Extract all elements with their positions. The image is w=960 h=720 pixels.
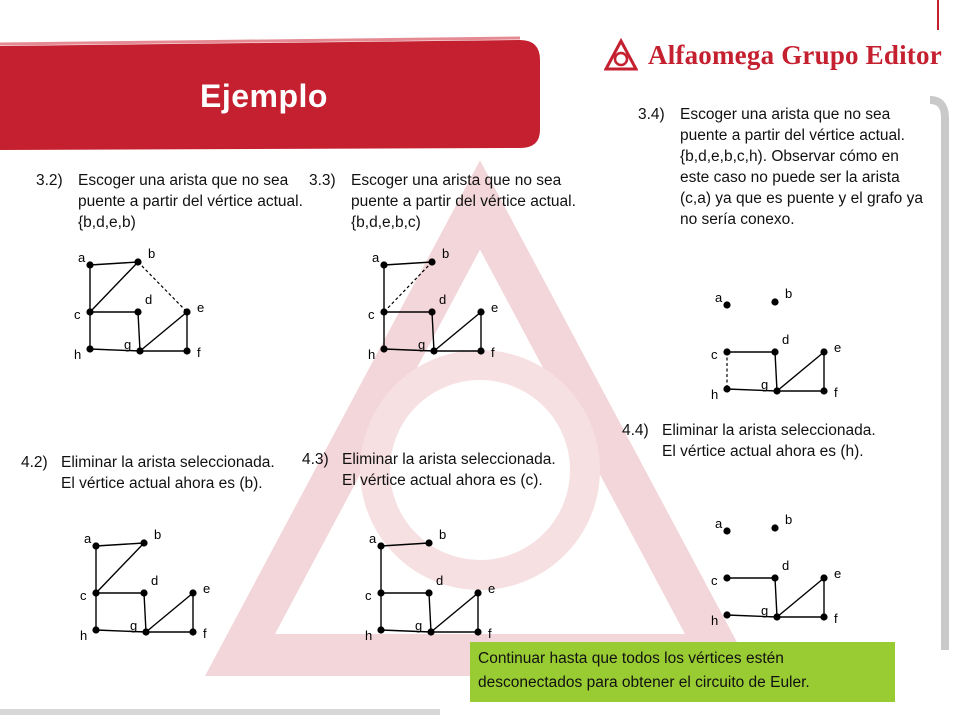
graph-step-4-3 — [361, 526, 501, 641]
vertex-a — [86, 261, 93, 268]
graph-step-4-2 — [76, 526, 216, 641]
vertex-label-e: e — [834, 566, 842, 581]
vertex-label-h: h — [74, 347, 82, 362]
vertex-label-f: f — [203, 626, 207, 641]
vertex-a — [377, 542, 384, 549]
vertex-g — [142, 628, 149, 635]
vertex-d — [771, 348, 778, 355]
vertex-label-a: a — [369, 531, 377, 546]
vertex-label-h: h — [368, 347, 376, 362]
edge-g-e — [140, 312, 187, 351]
step-4-4 — [622, 420, 892, 462]
graph-step-3-2 — [70, 245, 210, 360]
vertex-label-g: g — [761, 603, 769, 618]
vertex-label-a: a — [715, 290, 723, 305]
edge-g-e — [146, 593, 193, 632]
vertex-label-c: c — [80, 588, 87, 603]
vertex-label-c: c — [368, 307, 375, 322]
vertex-e — [189, 589, 196, 596]
vertex-label-c: c — [711, 347, 718, 362]
brand — [604, 38, 942, 72]
vertex-label-f: f — [488, 626, 492, 641]
step-text: Eliminar la arista seleccionada. El vértice actual ahora es (h). — [662, 422, 876, 460]
step-number: 3.3) — [309, 172, 336, 189]
edge-c-b — [90, 262, 138, 312]
edge-c-b — [96, 543, 144, 593]
edge-h-g — [727, 615, 777, 617]
edge-g-d — [775, 352, 777, 391]
vertex-label-d: d — [439, 292, 447, 307]
vertex-b — [428, 258, 435, 265]
vertex-f — [189, 628, 196, 635]
edge-a-b — [96, 543, 144, 546]
vertex-label-g: g — [130, 618, 138, 633]
vertex-label-b: b — [785, 286, 793, 301]
vertex-label-a: a — [372, 250, 380, 265]
vertex-f — [820, 387, 827, 394]
edge-g-d — [775, 578, 777, 617]
vertex-label-f: f — [834, 611, 838, 626]
vertex-label-g: g — [124, 337, 132, 352]
vertex-label-f: f — [491, 345, 495, 360]
edge-h-g — [727, 389, 777, 391]
vertex-f — [477, 347, 484, 354]
vertex-h — [723, 385, 730, 392]
edge-g-d — [144, 593, 146, 632]
vertex-label-d: d — [145, 292, 153, 307]
vertex-label-c: c — [74, 307, 81, 322]
vertex-f — [820, 613, 827, 620]
vertex-d — [140, 589, 147, 596]
vertex-c — [377, 589, 384, 596]
vertex-label-f: f — [834, 385, 838, 400]
edge-g-d — [429, 593, 431, 632]
brand-name: Alfaomega Grupo Editor — [648, 39, 942, 70]
step-text: Escoger una arista que no sea puente a partir del vértice actual. {b,d,e,b) — [78, 172, 303, 231]
vertex-d — [771, 574, 778, 581]
selected-edge-b-c — [384, 262, 432, 312]
graph-step-3-4 — [707, 285, 847, 400]
step-number: 3.4) — [638, 106, 665, 123]
vertex-label-f: f — [197, 345, 201, 360]
edge-g-d — [138, 312, 140, 351]
vertex-g — [773, 613, 780, 620]
edge-g-d — [432, 312, 434, 351]
vertex-label-e: e — [491, 300, 499, 315]
vertex-g — [430, 347, 437, 354]
vertex-f — [183, 347, 190, 354]
step-3-2 — [36, 170, 306, 233]
step-number: 4.4) — [622, 422, 649, 439]
vertex-c — [723, 348, 730, 355]
vertex-h — [86, 345, 93, 352]
step-4-2 — [21, 452, 276, 494]
vertex-e — [183, 308, 190, 315]
vertex-label-g: g — [418, 337, 426, 352]
vertex-c — [86, 308, 93, 315]
continue-note: Continuar hasta que todos los vértices estén desconectados para obtener el circuito de Euler. — [470, 642, 895, 702]
vertex-d — [425, 589, 432, 596]
vertex-label-g: g — [415, 618, 423, 633]
vertex-label-c: c — [711, 573, 718, 588]
vertex-a — [723, 527, 730, 534]
vertex-b — [140, 539, 147, 546]
step-text: Eliminar la arista seleccionada. El vértice actual ahora es (c). — [342, 451, 556, 489]
vertex-label-h: h — [711, 387, 719, 402]
vertex-label-h: h — [80, 628, 88, 643]
vertex-a — [380, 261, 387, 268]
vertex-c — [92, 589, 99, 596]
step-text: Escoger una arista que no sea puente a partir del vértice actual. {b,d,e,b,c) — [351, 172, 576, 231]
graph-step-3-3 — [364, 245, 504, 360]
vertex-d — [134, 308, 141, 315]
vertex-a — [92, 542, 99, 549]
step-number: 4.3) — [302, 451, 329, 468]
step-3-4 — [638, 104, 923, 230]
vertex-label-e: e — [488, 581, 496, 596]
graph-step-4-4 — [707, 511, 847, 626]
edge-g-e — [777, 578, 824, 617]
step-text: Escoger una arista que no sea puente a partir del vértice actual. {b,d,e,b,c,h). Observar cómo en este caso no puede ser la arista (c,a) ya que es puente y el grafo ya no sería conexo. — [680, 106, 923, 228]
vertex-label-g: g — [761, 377, 769, 392]
step-4-3 — [302, 449, 557, 491]
step-text: Eliminar la arista seleccionada. El vértice actual ahora es (b). — [61, 454, 275, 492]
vertex-label-a: a — [78, 250, 86, 265]
vertex-c — [380, 308, 387, 315]
vertex-e — [477, 308, 484, 315]
alfaomega-delta-icon — [604, 38, 638, 72]
vertex-label-d: d — [782, 558, 790, 573]
vertex-f — [474, 628, 481, 635]
vertex-b — [425, 539, 432, 546]
vertex-label-d: d — [782, 332, 790, 347]
vertex-e — [474, 589, 481, 596]
step-number: 4.2) — [21, 454, 48, 471]
vertex-label-b: b — [154, 527, 162, 542]
vertex-h — [723, 611, 730, 618]
vertex-label-c: c — [365, 588, 372, 603]
edge-a-b — [90, 262, 138, 265]
vertex-label-d: d — [151, 573, 159, 588]
vertex-d — [428, 308, 435, 315]
vertex-h — [92, 626, 99, 633]
vertex-c — [723, 574, 730, 581]
vertex-label-b: b — [148, 246, 156, 261]
vertex-b — [771, 298, 778, 305]
vertex-e — [820, 348, 827, 355]
slide-title: Ejemplo — [200, 78, 328, 114]
edge-h-g — [96, 630, 146, 632]
vertex-a — [723, 301, 730, 308]
vertex-label-d: d — [436, 573, 444, 588]
edge-a-b — [384, 262, 432, 265]
edge-h-g — [90, 349, 140, 351]
vertex-g — [136, 347, 143, 354]
vertex-label-e: e — [197, 300, 205, 315]
vertex-label-e: e — [834, 340, 842, 355]
vertex-g — [773, 387, 780, 394]
vertex-label-h: h — [365, 628, 373, 643]
vertex-b — [771, 524, 778, 531]
vertex-label-b: b — [442, 246, 450, 261]
edge-h-g — [381, 630, 431, 632]
vertex-label-a: a — [715, 516, 723, 531]
vertex-label-h: h — [711, 613, 719, 628]
edge-h-g — [384, 349, 434, 351]
edge-g-e — [431, 593, 478, 632]
vertex-label-e: e — [203, 581, 211, 596]
vertex-label-a: a — [84, 531, 92, 546]
step-3-3 — [309, 170, 579, 233]
vertex-label-b: b — [439, 527, 447, 542]
vertex-h — [380, 345, 387, 352]
edge-a-b — [381, 543, 429, 546]
vertex-h — [377, 626, 384, 633]
vertex-e — [820, 574, 827, 581]
vertex-b — [134, 258, 141, 265]
edge-g-e — [434, 312, 481, 351]
step-number: 3.2) — [36, 172, 63, 189]
vertex-label-b: b — [785, 512, 793, 527]
edge-g-e — [777, 352, 824, 391]
vertex-g — [427, 628, 434, 635]
